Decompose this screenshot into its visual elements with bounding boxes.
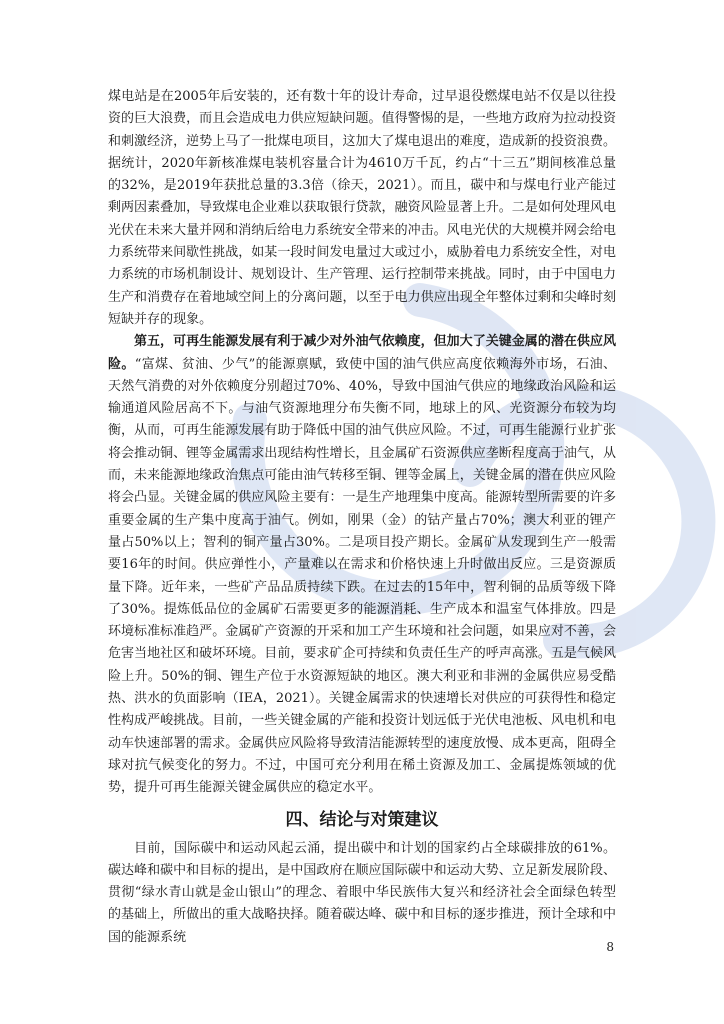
paragraph-conclusion: 目前，国际碳中和运动风起云涌，提出碳中和计划的国家约占全球碳排放的61%。碳达峰和碳中和目标的提出，是中国政府在顺应国际碳中和运动大势、立足新发展阶段、贯彻“绿水青山就是金山银山”的理念、着眼中华民族伟大复兴和经济社会全面绿色转型的基础上，所做出的重大战略抉择。随着碳达峰、碳中和目标的逐步推进，预计全球和中国的能源系统 — [108, 840, 616, 945]
paragraph-fifth-point-body: “富煤、贫油、少气”的能源禀赋，致使中国的油气供应高度依赖海外市场，石油、天然气消费的对外依赖度分别超过70%、40%，导致中国油气供应的地缘政治风险和运输通道风险居高不下。与油气资源地理分布失衡不同，地球上的风、光资源分布较为均衡，从而，可再生能源发展有助于降低中国的油气供应风险。不过，可再生能源行业扩张将会推动铜、锂等金属需求出现结构性增长，且金属矿石资源供应垄断程度高于油气，从而，未来能源地缘政治焦点可能由油气转移至铜、锂等金属上，关键金属的潜在供应风险将会凸显。关键金属的供应风险主要有：一是生产地理集中度高。能源转型所需要的许多重要金属的生产集中度高于油气。例如，刚果（金）的钴产量占70%；澳大利亚的锂产量占50%以上；智利的铜产量占30%。二是项目投产期长。金属矿从发现到生产一般需要16年的时间。供应弹性小，产量难以在需求和价格快速上升时做出反应。三是资源质量下降。近年来，一些矿产品品质持续下跌。在过去的15年中，智利铜的品质等级下降了30%。提炼低品位的金属矿石需要更多的能源消耗、生产成本和温室气体排放。四是环境标准标准趋严。金属矿产资源的开采和加工产生环境和社会问题，如果应对不善，会危害当地社区和破坏环境。目前，要求矿企可持续和负责任生产的呼声高涨。五是气候风险上升。50%的铜、锂生产位于水资源短缺的地区。澳大利亚和非洲的金属供应易受酷热、洪水的负面影响（IEA，2021）。关键金属需求的快速增长对供应的可获得性和稳定性构成严峻挑战。目前，一些关键金属的产能和投资计划远低于光伏电池板、风电机和电动车快速部署的需求。金属供应风险将导致清洁能源转型的速度放慢、成本更高，阻碍全球对抗气候变化的努力。不过，中国可充分利用在稀土资源及加工、金属提炼领域的优势，提升可再生能源关键金属供应的稳定水平。 — [108, 356, 616, 796]
section-heading: 四、结论与对策建议 — [285, 809, 439, 830]
page-number: 8 — [606, 940, 614, 954]
document-body — [108, 86, 616, 949]
paragraph-fifth-point-lead: 第五，可再生能源发展有利于减少对外油气依赖度，但加大了关键金属的潜在供应风险。 — [108, 334, 616, 372]
paragraph-coal-power: 煤电站是在2005年后安装的，还有数十年的设计寿命，过早退役燃煤电站不仅是以往投资的巨大浪费，而且会造成电力供应短缺问题。值得警惕的是，一些地方政府为拉动投资和刺激经济，逆势上马了一批煤电项目，这加大了煤电退出的难度，造成新的投资浪费。据统计，2020年新核准煤电装机容量合计为4610万千瓦，约占“十三五”期间核准总量的32%，是2019年获批总量的3.3倍（徐天，2021）。而且，碳中和与煤电行业产能过剩两因素叠加，导致煤电企业难以获取银行贷款，融资风险显著上升。二是如何处理风电光伏在未来大量并网和消纳后给电力系统安全带来的冲击。风电光伏的大规模并网会给电力系统带来间歇性挑战，如某一段时间发电量过大或过小，威胁着电力系统安全性，对电力系统的市场机制设计、规划设计、生产管理、运行控制带来挑战。同时，由于中国电力生产和消费存在着地域空间上的分离问题，以至于电力供应出现全年整体过剩和尖峰时刻短缺并存的现象。 — [108, 89, 616, 327]
paragraph-fifth-point — [108, 331, 616, 799]
